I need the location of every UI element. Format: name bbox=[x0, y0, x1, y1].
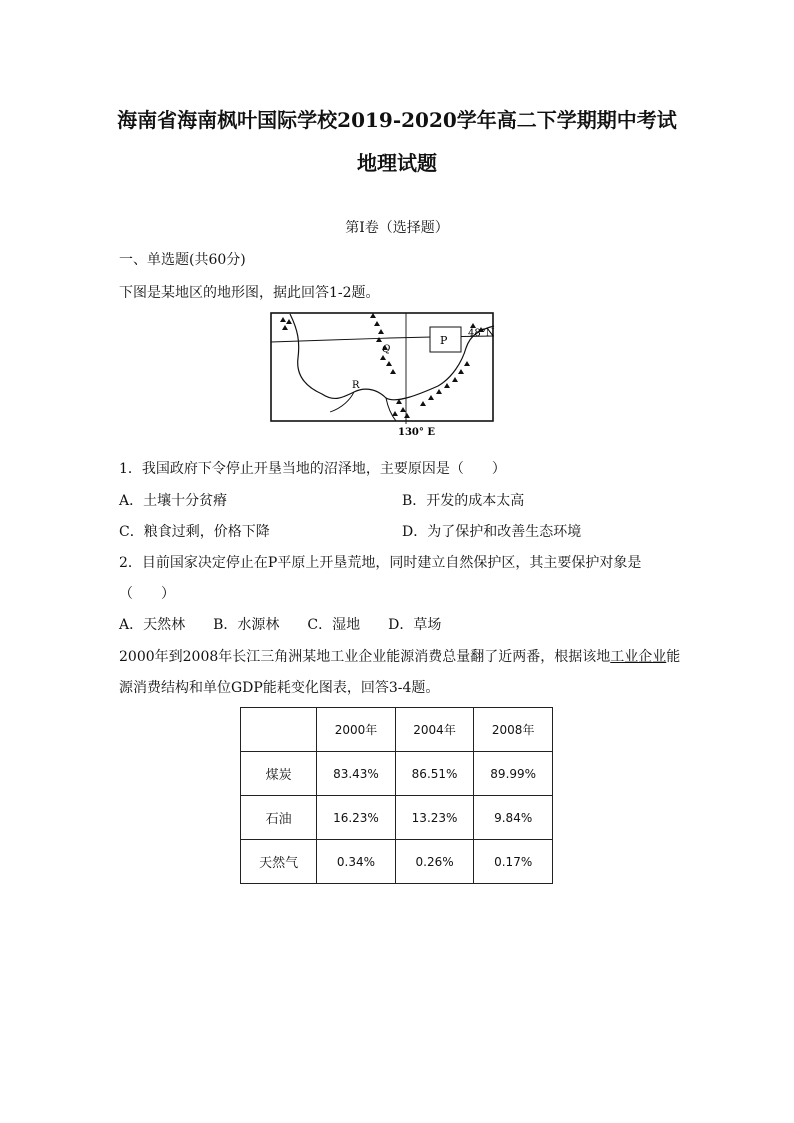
q2-options: A．天然林 B．水源林 C．湿地 D．草场 bbox=[119, 617, 442, 633]
label-q: Q bbox=[382, 344, 391, 355]
table-cell: 83.43% bbox=[317, 752, 396, 796]
q1-option-c: C．粮食过剩，价格下降 bbox=[119, 524, 270, 540]
table-header-cell: 2008年 bbox=[474, 708, 553, 752]
intro-text-2b: 源消费结构和单位GDP能耗变化图表，回答3-4题。 bbox=[119, 680, 440, 696]
intro-text-1: 下图是某地区的地形图，据此回答1-2题。 bbox=[119, 285, 380, 301]
q1-option-a: A．土壤十分贫瘠 bbox=[119, 493, 228, 509]
latitude-label: 48°N bbox=[468, 328, 495, 339]
intro-text-2: 2000年到2008年长江三角洲某地工业企业能源消费总量翻了近两番，根据该地工业企业能 bbox=[119, 649, 681, 665]
table-header-cell bbox=[241, 708, 317, 752]
question-1-stem: 1．我国政府下令停止开垦当地的沼泽地，主要原因是（ ） bbox=[119, 461, 506, 477]
row-label: 煤炭 bbox=[241, 752, 317, 796]
q1-option-d: D．为了保护和改善生态环境 bbox=[402, 524, 582, 540]
q1-option-b: B．开发的成本太高 bbox=[402, 493, 525, 509]
table-cell: 9.84% bbox=[474, 796, 553, 840]
page-subtitle: 地理试题 bbox=[357, 151, 437, 175]
label-p: P bbox=[440, 334, 448, 347]
table-cell: 13.23% bbox=[395, 796, 474, 840]
table-header-cell: 2004年 bbox=[395, 708, 474, 752]
river-tributary bbox=[330, 392, 354, 412]
table-cell: 86.51% bbox=[395, 752, 474, 796]
table-cell: 0.17% bbox=[474, 840, 553, 884]
row-label: 石油 bbox=[241, 796, 317, 840]
terrain-map bbox=[270, 312, 496, 436]
table-cell: 0.34% bbox=[317, 840, 396, 884]
table-cell: 89.99% bbox=[474, 752, 553, 796]
table-header-cell: 2000年 bbox=[317, 708, 396, 752]
table-cell: 0.26% bbox=[395, 840, 474, 884]
table-header-row bbox=[241, 708, 553, 752]
question-2-stem: 2．目前国家决定停止在P平原上开垦荒地，同时建立自然保护区，其主要保护对象是 bbox=[119, 555, 642, 571]
table-row bbox=[241, 796, 553, 840]
page-title: 海南省海南枫叶国际学校2019-2020学年高二下学期期中考试 bbox=[117, 108, 677, 132]
section-heading: 一、单选题(共60分) bbox=[119, 252, 246, 268]
longitude-label: 130° E bbox=[398, 427, 435, 436]
label-r: R bbox=[352, 380, 360, 391]
question-2-paren: （ ） bbox=[119, 586, 175, 602]
table-cell: 16.23% bbox=[317, 796, 396, 840]
river-branch bbox=[386, 398, 396, 421]
river-boundary bbox=[290, 314, 494, 400]
table-row bbox=[241, 840, 553, 884]
volume-heading: 第Ⅰ卷（选择题） bbox=[345, 220, 449, 236]
table-row bbox=[241, 752, 553, 796]
energy-table bbox=[240, 707, 553, 884]
row-label: 天然气 bbox=[241, 840, 317, 884]
